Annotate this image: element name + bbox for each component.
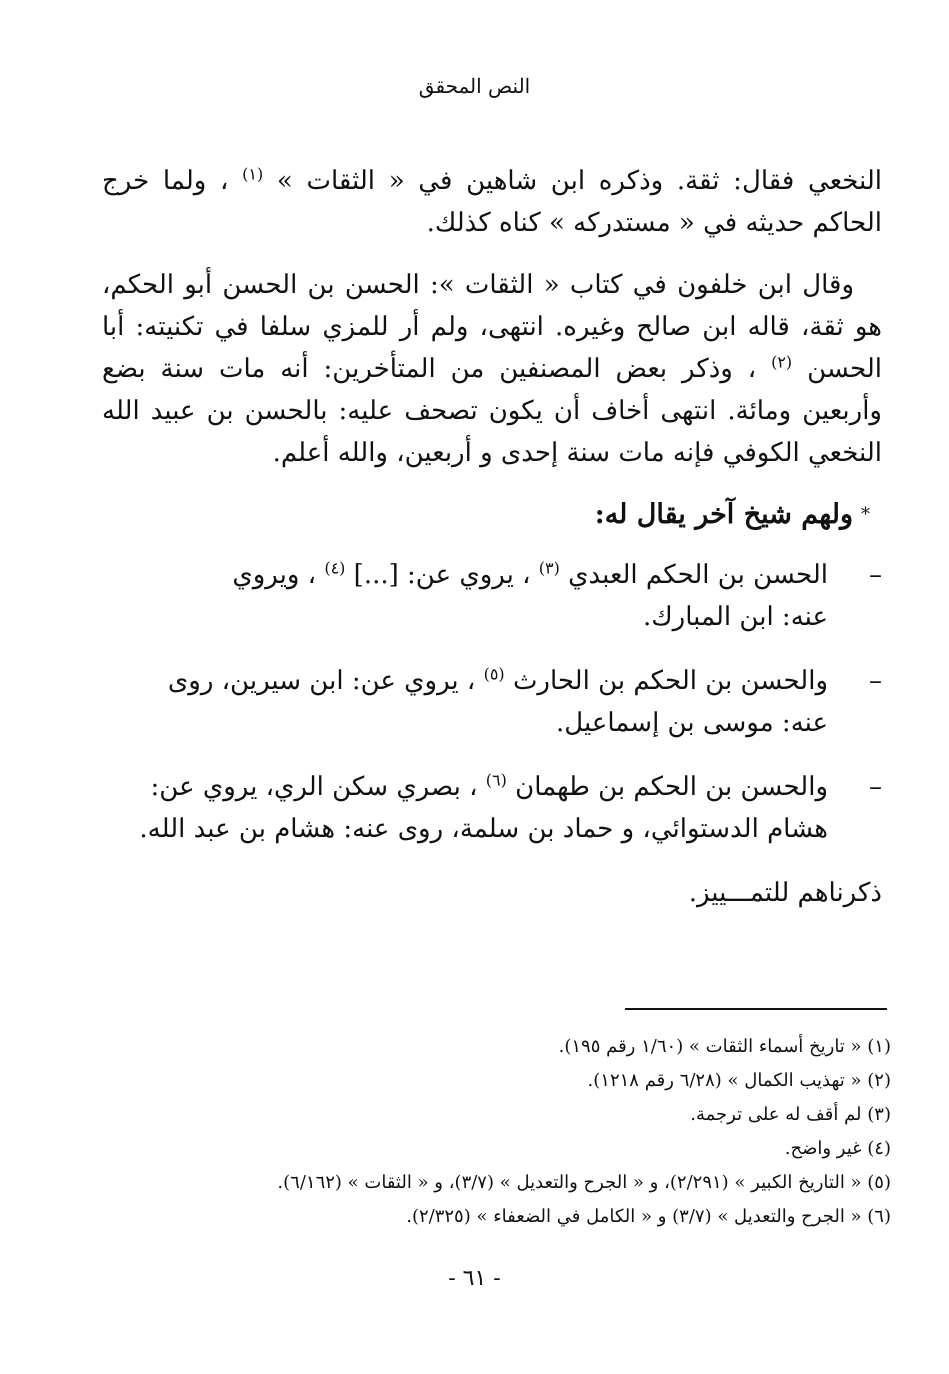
paragraph-2-part-b: ، وذكر بعض المصنفين من المتأخرين: أنه مات سنة بضع وأربعين ومائة. انتهى أخاف أن يكون تصحف عليه: بالحسن بن عبيد الله النخعي الكوفي فإنه مات سنة إحدى و أربعين، والله أعلم. xyxy=(102,354,882,468)
footnote-4: (٤) غير واضح. xyxy=(784,1138,891,1159)
entry-text-b: ، يروي عن: ابن سيرين، روى xyxy=(167,666,476,696)
list-item xyxy=(102,766,882,850)
page-title: النص المحقق xyxy=(418,74,531,98)
footnote-2: (٢) « تهذيب الكمال » (٦/٢٨ رقم ١٢١٨). xyxy=(587,1070,891,1091)
section-subheading xyxy=(102,494,882,536)
entry-line-2: عنه: موسى بن إسماعيل. xyxy=(556,708,828,738)
paragraph-2 xyxy=(102,264,882,474)
entry-text-a: الحسن بن الحكم العبدي xyxy=(568,560,828,590)
main-text xyxy=(102,160,882,914)
star-icon: * xyxy=(861,504,870,525)
list-item xyxy=(102,660,882,744)
dash-bullet: – xyxy=(869,772,882,802)
entry-text-b: ، بصري سكن الري، يروي عن: xyxy=(150,772,478,802)
page-number: - ٦١ - xyxy=(448,1266,501,1291)
entry-line-2: هشام الدستوائي، و حماد بن سلمة، روى عنه: هشام بن عبد الله. xyxy=(139,814,828,844)
footnote-ref-3[interactable]: (٣) xyxy=(538,558,560,578)
footnotes xyxy=(91,1030,891,1234)
closing-line: ذكرناهم للتمـــييز. xyxy=(688,878,882,908)
dash-bullet: – xyxy=(869,666,882,696)
dash-bullet: – xyxy=(869,560,882,590)
entry-text-a: والحسن بن الحكم بن الحارث xyxy=(512,666,828,696)
entry-text-b: ، يروي عن: [...] xyxy=(353,560,531,590)
paragraph-2-part-a: وقال ابن خلفون في كتاب « الثقات »: الحسن بن الحسن أبو الحكم، هو ثقة، قاله ابن صالح وغيره. انتهى، ولم أر للمزي سلفا في تكنيته: أبا الحسن xyxy=(102,270,882,384)
entry-text-a: والحسن بن الحكم بن طهمان xyxy=(515,772,828,802)
footnote-1: (١) « تاريخ أسماء الثقات » (١/٦٠ رقم ١٩٥). xyxy=(558,1036,891,1057)
footnote-ref-4[interactable]: (٤) xyxy=(324,558,346,578)
footnote-ref-5[interactable]: (٥) xyxy=(483,664,505,684)
paragraph-1-part-b: ، ولما خرج الحاكم حديثه في « مستدركه » كناه كذلك. xyxy=(102,166,882,238)
footnote-ref-6[interactable]: (٦) xyxy=(485,770,507,790)
entry-line-2: عنه: ابن المبارك. xyxy=(642,602,828,632)
footnote-6: (٦) « الجرح والتعديل » (٣/٧) و « الكامل في الضعفاء » (٢/٣٢٥). xyxy=(406,1206,891,1227)
entry-text-c: ، ويروي xyxy=(232,560,317,590)
footnote-ref-1[interactable]: (١) xyxy=(242,164,264,184)
footnote-3: (٣) لم أقف له على ترجمة. xyxy=(690,1104,891,1125)
list-item xyxy=(102,554,882,638)
subheading-text: ولهم شيخ آخر يقال له: xyxy=(594,499,853,530)
footnote-5: (٥) « التاريخ الكبير » (٢/٢٩١)، و « الجرح والتعديل » (٣/٧)، و « الثقات » (٦/١٦٢). xyxy=(277,1172,891,1193)
paragraph-1 xyxy=(102,160,882,244)
paragraph-1-part-a: النخعي فقال: ثقة. وذكره ابن شاهين في « الثقات » xyxy=(276,166,883,196)
footnote-divider xyxy=(625,1008,887,1010)
footnote-ref-2[interactable]: (٢) xyxy=(771,352,793,372)
